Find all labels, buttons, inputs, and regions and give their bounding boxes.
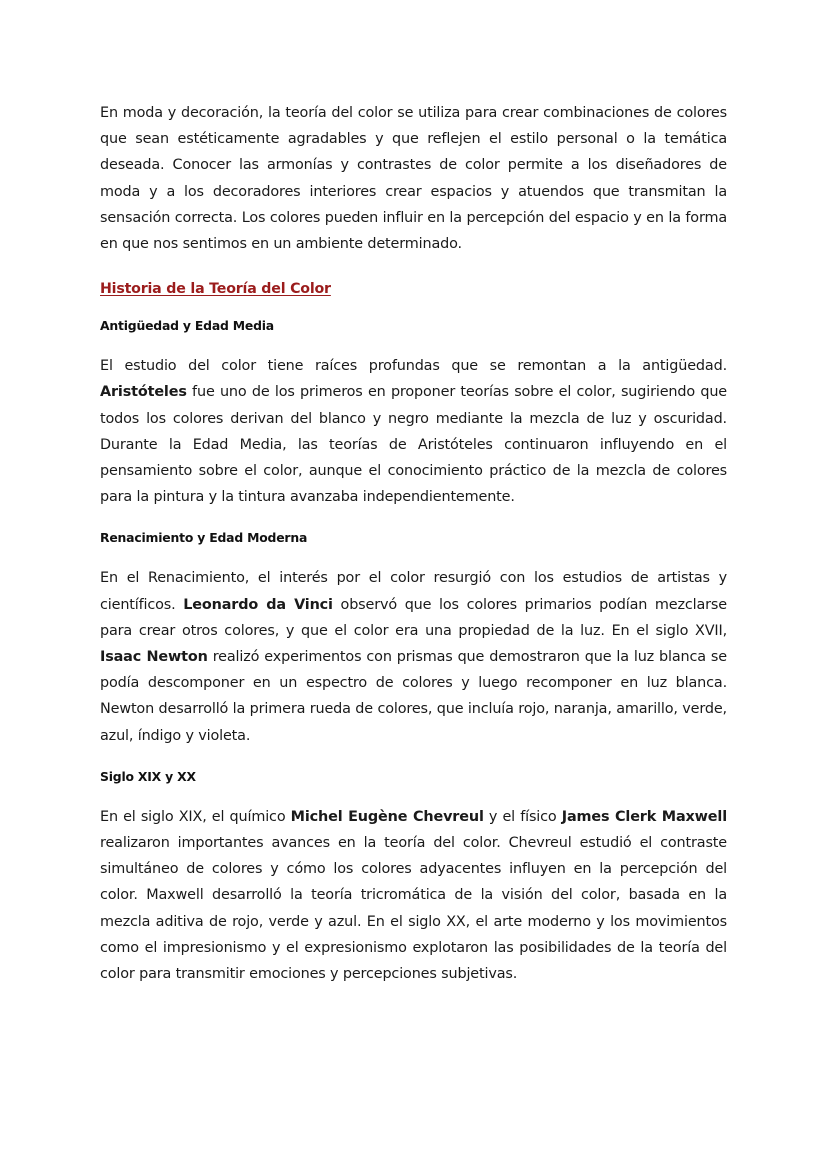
paragraph-siglo-xix-xx	[100, 804, 727, 987]
bold-name: Aristóteles	[100, 384, 187, 401]
bold-name: Leonardo da Vinci	[183, 596, 333, 613]
text-segment: El estudio del color tiene raíces profundas que se remontan a la antigüedad.	[100, 358, 727, 375]
section-heading-antiguedad: Antigüedad y Edad Media	[100, 318, 274, 334]
intro-paragraph: En moda y decoración, la teoría del color se utiliza para crear combinaciones de colores que sean estéticamente agradables y que reflejen el estilo personal o la temática deseada. Conocer las armonías y contrastes de color permite a los diseñadores de moda y a los decoradores interiores crear espacios y atuendos que transmitan la sensación correcta. Los colores pueden influir en la percepción del espacio y en la forma en que nos sentimos en un ambiente determinado.	[100, 105, 727, 253]
text-segment: En el siglo XIX, el químico	[100, 808, 291, 825]
text-segment: y el físico	[483, 808, 562, 825]
text-segment: En el Renacimiento, el interés por el color resurgió con los estudios de artistas y científicos.	[100, 570, 727, 613]
text-segment: fue uno de los primeros en proponer teorías sobre el color, sugiriendo que todos los colores derivan del blanco y negro mediante la mezcla de luz y oscuridad. Durante la Edad Media, las teorías de Aristóteles continuaron influyendo en el pensamiento sobre el color, aunque el conocimiento práctico de la mezcla de colores para la pintura y la tintura avanzaba independientemente.	[100, 384, 727, 506]
section-title: Historia de la Teoría del Color	[100, 281, 331, 298]
paragraph-antiguedad	[100, 353, 727, 510]
bold-name: Michel Eugène Chevreul	[290, 808, 484, 825]
bold-name: Isaac Newton	[100, 649, 208, 666]
text-segment: realizaron importantes avances en la teoría del color. Chevreul estudió el contraste simultáneo de colores y cómo los colores adyacentes influyen en la percepción del color. Maxwell desarrolló la teoría tricromática de la visión del color, basada en la mezcla aditiva de rojo, verde y azul. En el siglo XX, el arte moderno y los movimientos como el impresionismo y el expresionismo explotaron las posibilidades de la teoría del color para transmitir emociones y percepciones subjetivas.	[100, 835, 727, 983]
section-heading-renacimiento: Renacimiento y Edad Moderna	[100, 530, 308, 546]
text-segment: observó que los colores primarios podían mezclarse para crear otros colores, y que el color era una propiedad de la luz. En el siglo XVII,	[100, 596, 727, 639]
paragraph-renacimiento	[100, 565, 727, 748]
document-page	[100, 100, 727, 987]
section-heading-siglo-xix-xx: Siglo XIX y XX	[100, 768, 196, 784]
text-segment: realizó experimentos con prismas que demostraron que la luz blanca se podía descomponer en un espectro de colores y luego recomponer en luz blanca. Newton desarrolló la primera rueda de colores, que incluía rojo, naranja, amarillo, verde, azul, índigo y violeta.	[100, 649, 727, 744]
bold-name: James Clerk Maxwell	[561, 808, 727, 825]
